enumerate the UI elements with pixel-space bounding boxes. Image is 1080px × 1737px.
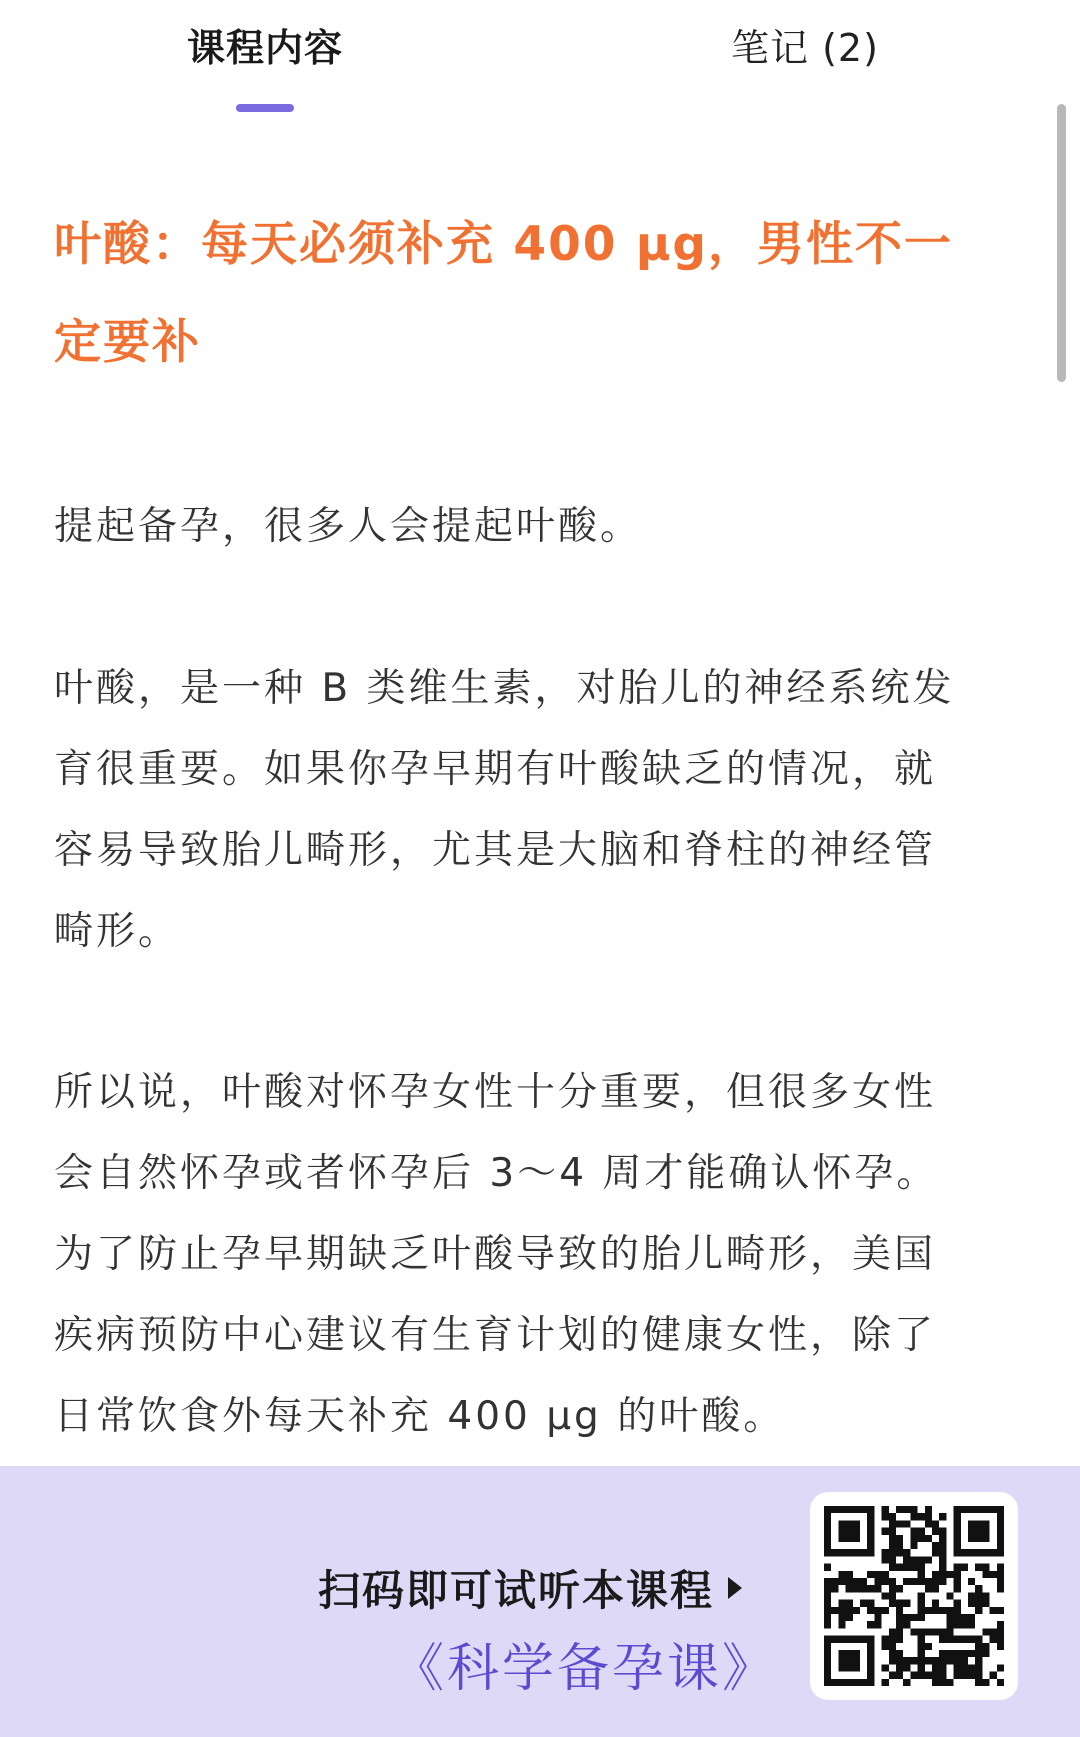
promo-banner[interactable] <box>0 1466 1080 1737</box>
article-title-line: 定要补 <box>54 315 201 370</box>
tab-notes[interactable]: 笔记 (2) <box>731 25 879 70</box>
paragraph-line: 疾病预防中心建议有生育计划的健康女性，除了 <box>54 1313 937 1358</box>
promo-cta-text: 扫码即可试听本课程 <box>318 1566 715 1615</box>
paragraph-line: 容易导致胎儿畸形，尤其是大脑和脊柱的神经管 <box>54 828 937 873</box>
play-triangle-icon <box>728 1577 742 1599</box>
promo-course-name[interactable]: 《科学备孕课》 <box>392 1639 778 1699</box>
paragraph-2 <box>54 648 1016 972</box>
paragraph-line: 育很重要。如果你孕早期有叶酸缺乏的情况，就 <box>54 747 937 792</box>
paragraph-line: 提起备孕，很多人会提起叶酸。 <box>54 504 643 549</box>
paragraph-line: 叶酸，是一种 B 类维生素，对胎儿的神经系统发 <box>54 666 955 711</box>
scrollbar[interactable] <box>1057 104 1066 382</box>
article-title <box>54 196 1016 392</box>
promo-cta[interactable] <box>318 1558 742 1618</box>
article-body <box>54 196 1016 1439</box>
paragraph-line: 所以说，叶酸对怀孕女性十分重要，但很多女性 <box>54 1070 937 1115</box>
active-tab-indicator <box>236 104 294 112</box>
qr-code-icon <box>824 1506 1004 1686</box>
paragraph-line: 畸形。 <box>54 909 181 954</box>
tab-course-content[interactable]: 课程内容 <box>186 25 343 70</box>
tab-bar <box>0 0 1080 120</box>
paragraph-line: 日常饮食外每天补充 400 μg 的叶酸。 <box>54 1394 786 1439</box>
qr-code-card[interactable] <box>810 1492 1018 1700</box>
paragraph-1 <box>54 486 1016 567</box>
article-title-line: 叶酸：每天必须补充 400 μg，男性不一 <box>54 217 954 272</box>
paragraph-3 <box>54 1052 1016 1457</box>
paragraph-line: 会自然怀孕或者怀孕后 3～4 周才能确认怀孕。 <box>54 1151 939 1196</box>
paragraph-line: 为了防止孕早期缺乏叶酸导致的胎儿畸形，美国 <box>54 1232 937 1277</box>
